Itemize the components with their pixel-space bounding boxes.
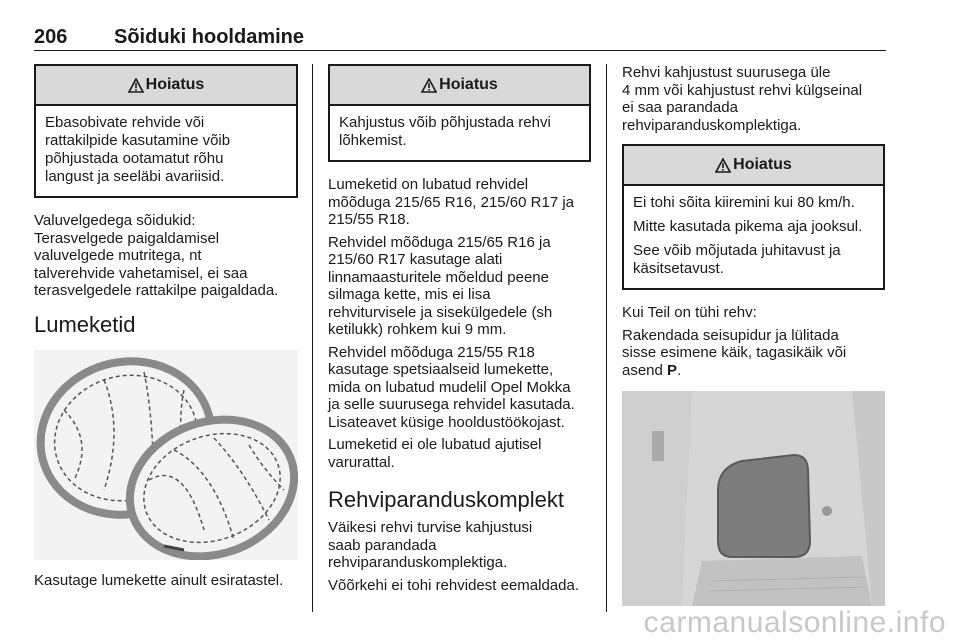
paragraph	[622, 64, 885, 134]
text-line: rattakilpide kasutamine võib	[45, 132, 231, 149]
text-line: Valuvelgedega sõidukid:	[34, 212, 196, 229]
paragraph	[328, 344, 591, 432]
text-line: Lisateavet küsige hooldustöökojast.	[328, 413, 565, 431]
page-title: Sõiduki hooldamine	[114, 26, 305, 48]
text-line: Terasvelgede paigaldamisel	[34, 229, 220, 247]
warning-triangle-icon	[421, 78, 437, 93]
warning-box	[34, 64, 298, 198]
text-line: saab parandada	[328, 536, 437, 554]
text-line: sisse esimene käik, tagasikäik või	[622, 344, 847, 361]
paragraph	[328, 577, 591, 595]
text-line: 215/55 R18.	[328, 211, 410, 228]
warning-text	[624, 186, 883, 288]
text-line: Ei tohi sõita kiiremini kui 80 km/h.	[633, 194, 855, 211]
warning-text	[36, 106, 296, 196]
text-line: ketilukk) rohkem kui 9 mm.	[328, 321, 507, 338]
paragraph	[328, 176, 591, 229]
warning-header	[330, 66, 589, 106]
image-caption: Kasutage lumekette ainult esiratastel.	[34, 571, 284, 589]
text-line: 4 mm või kahjustust rehvi külgseinal	[622, 81, 863, 99]
column-divider	[606, 64, 607, 612]
text-line: ei saa parandada	[622, 99, 738, 116]
text-line: Väikesi rehvi turvise kahjustusi	[328, 519, 533, 536]
column-divider	[312, 64, 313, 612]
text-line: varurattal.	[328, 453, 395, 471]
column-3	[622, 64, 885, 606]
warning-box	[328, 64, 591, 162]
snow-chains-illustration	[34, 350, 298, 560]
paragraph	[328, 234, 591, 339]
text-line: Rehvidel mõõduga 215/55 R18	[328, 343, 535, 361]
warning-header	[624, 146, 883, 186]
paragraph	[622, 327, 885, 380]
section-heading: Lumeketid	[34, 311, 136, 337]
watermark: carmanualsonline.info	[643, 606, 946, 639]
page-number: 206	[34, 26, 68, 48]
warning-triangle-icon	[715, 158, 731, 173]
gear-position-p: P	[667, 361, 678, 379]
warning-title: Hoiatus	[145, 76, 205, 93]
text-line: põhjustada ootamatut rõhu	[45, 150, 224, 167]
page-header	[34, 26, 886, 51]
column-2	[328, 64, 591, 599]
paragraph: Kui Teil on tühi rehv:	[622, 304, 757, 321]
text-line: rehviturvisele ja sisekülgedele (sh	[328, 303, 553, 321]
text-line: Mitte kasutada pikema aja jooksul.	[633, 218, 863, 235]
text-block	[633, 242, 874, 278]
paragraph	[34, 212, 298, 300]
text-line: mõõduga 215/65 R16, 215/60 R17 ja	[328, 193, 575, 211]
text-line: linnamaasturitele mõeldud peene	[328, 268, 549, 286]
text-line: langust ja seeläbi avariisid.	[45, 168, 225, 185]
warning-title: Hoiatus	[733, 156, 792, 173]
text-line: Rakendada seisupidur ja lülitada	[622, 326, 839, 344]
warning-box	[622, 144, 885, 290]
column-1	[34, 64, 298, 594]
text-line: käsitsetavust.	[633, 260, 724, 277]
paragraph	[328, 519, 591, 572]
warning-text	[330, 106, 589, 160]
text-line: ja selle suurusega rehvidel kasutada.	[328, 396, 575, 413]
text-line: lõhkemist.	[339, 132, 407, 149]
section-heading: Rehviparanduskomplekt	[328, 487, 565, 512]
warning-header	[36, 66, 296, 106]
text-line: Võõrkehi ei tohi rehvidest eemaldada.	[328, 576, 579, 594]
text-line: terasvelgedele rattakilpe paigaldada.	[34, 282, 279, 299]
text-line: Rehvi kahjustust suurusega üle	[622, 64, 831, 81]
warning-triangle-icon	[128, 78, 144, 93]
text-line: See võib mõjutada juhitavust ja	[633, 242, 841, 259]
text-line: kasutage spetsiaalseid lumekette,	[328, 361, 554, 378]
text-line: Ebasobivate rehvide või	[45, 114, 205, 131]
text-line: rehviparanduskomplektiga.	[328, 554, 508, 571]
warning-title: Hoiatus	[439, 76, 498, 93]
paragraph	[328, 436, 591, 471]
text-line: asend	[622, 361, 668, 379]
text-line: Rehvidel mõõduga 215/65 R16 ja	[328, 233, 551, 251]
text-line: 215/60 R17 kasutage alati	[328, 251, 503, 268]
text-line: rehviparanduskomplektiga.	[622, 116, 802, 134]
text-line: .	[677, 361, 682, 379]
text-line: mida on lubatud mudelil Opel Mokka	[328, 378, 571, 396]
text-line: talverehvide vahetamisel, ei saa	[34, 264, 248, 282]
trunk-illustration	[622, 391, 885, 606]
text-line: Lumeketid on lubatud rehvidel	[328, 176, 529, 193]
text-line: silmaga kette, mis ei lisa	[328, 286, 491, 303]
text-line: Lumeketid ei ole lubatud ajutisel	[328, 436, 542, 453]
text-line: valuvelgede mutritega, nt	[34, 247, 202, 264]
text-line: Kahjustus võib põhjustada rehvi	[339, 114, 551, 131]
